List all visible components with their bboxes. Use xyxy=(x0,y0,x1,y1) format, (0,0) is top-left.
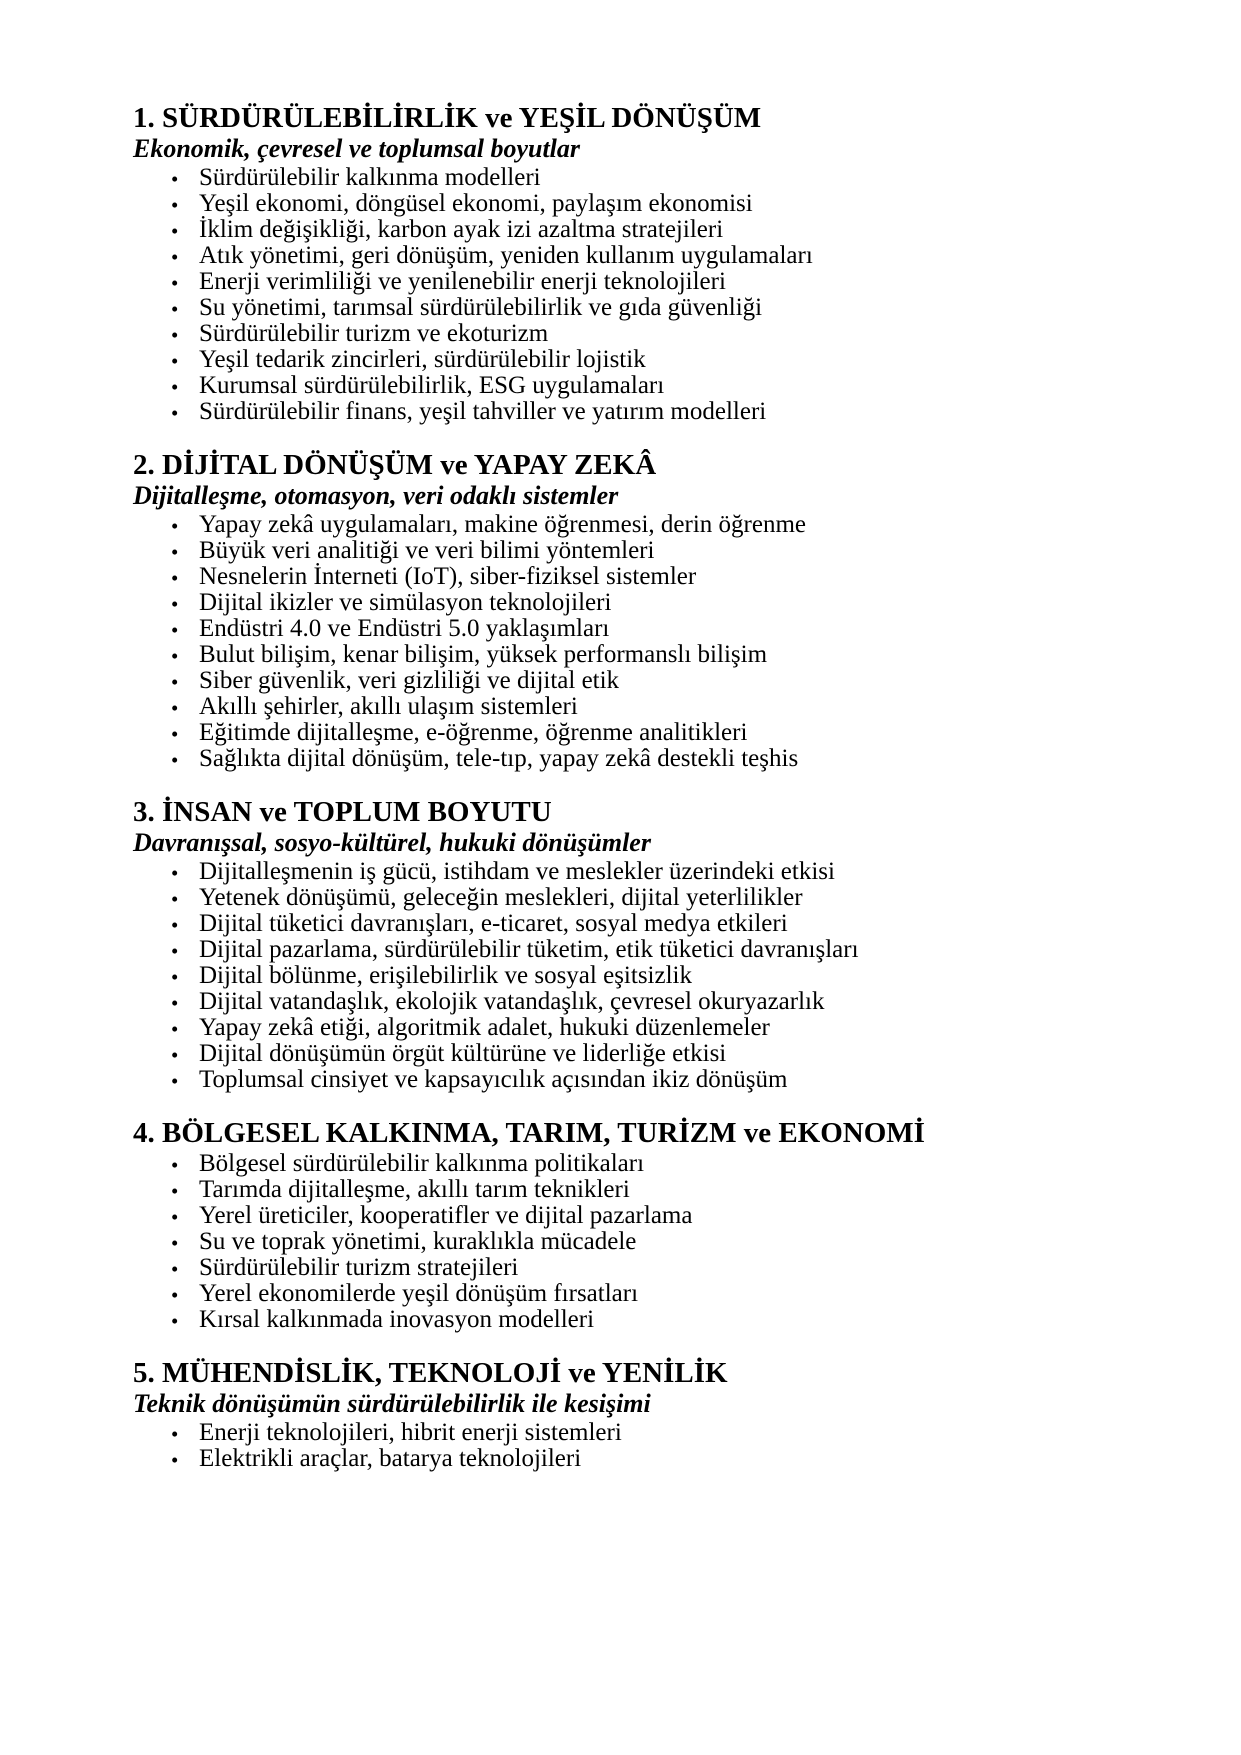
bullet-icon: • xyxy=(171,1448,179,1472)
topic-item-label: Enerji verimliliği ve yenilenebilir enerji teknolojileri xyxy=(199,268,726,295)
topic-item xyxy=(133,191,1141,217)
topic-item-label: Elektrikli araçlar, batarya teknolojileri xyxy=(199,1445,582,1472)
topic-item-label: Yerel üreticiler, kooperatifler ve dijital pazarlama xyxy=(199,1202,693,1229)
topic-item xyxy=(133,1067,1141,1093)
topic-item xyxy=(133,1203,1141,1229)
topic-item xyxy=(133,564,1141,590)
topic-item-label: Bulut bilişim, kenar bilişim, yüksek performanslı bilişim xyxy=(199,641,768,668)
section-subtitle: Dijitalleşme, otomasyon, veri odaklı sistemler xyxy=(133,481,619,510)
topic-item-label: Dijital ikizler ve simülasyon teknolojileri xyxy=(199,589,612,616)
topic-item-label: Sağlıkta dijital dönüşüm, tele-tıp, yapay zekâ destekli teşhis xyxy=(199,745,799,772)
bullet-icon: • xyxy=(171,1257,179,1281)
section-title: 1. SÜRDÜRÜLEBİLİRLİK ve YEŞİL DÖNÜŞÜM xyxy=(133,102,762,134)
bullet-icon: • xyxy=(171,644,179,668)
topic-item-label: Eğitimde dijitalleşme, e-öğrenme, öğrenme analitikleri xyxy=(199,719,748,746)
topic-section-2 xyxy=(133,450,1141,772)
topic-section-5 xyxy=(133,1358,1141,1472)
bullet-icon: • xyxy=(171,1422,179,1446)
bullet-icon: • xyxy=(171,245,179,269)
topic-item-label: Sürdürülebilir kalkınma modelleri xyxy=(199,164,541,191)
bullet-icon: • xyxy=(171,592,179,616)
topic-item-label: Dijitalleşmenin iş gücü, istihdam ve meslekler üzerindeki etkisi xyxy=(199,858,835,885)
topic-item-label: Dijital bölünme, erişilebilirlik ve sosyal eşitsizlik xyxy=(199,962,692,989)
bullet-icon: • xyxy=(171,991,179,1015)
topic-item xyxy=(133,1015,1141,1041)
topic-item xyxy=(133,1446,1141,1472)
topic-item-label: İklim değişikliği, karbon ayak izi azaltma stratejileri xyxy=(199,216,724,243)
topic-item xyxy=(133,720,1141,746)
topic-item xyxy=(133,1307,1141,1333)
topic-item-label: Dijital dönüşümün örgüt kültürüne ve liderliğe etkisi xyxy=(199,1040,727,1067)
bullet-icon: • xyxy=(171,514,179,538)
bullet-icon: • xyxy=(171,696,179,720)
topic-item-label: Dijital pazarlama, sürdürülebilir tüketim, etik tüketici davranışları xyxy=(199,936,859,963)
topic-item-label: Yapay zekâ uygulamaları, makine öğrenmesi, derin öğrenme xyxy=(199,511,806,538)
topic-item xyxy=(133,373,1141,399)
bullet-icon: • xyxy=(171,887,179,911)
topic-item-label: Bölgesel sürdürülebilir kalkınma politikaları xyxy=(199,1150,645,1177)
topic-item xyxy=(133,321,1141,347)
bullet-icon: • xyxy=(171,1309,179,1333)
topic-list xyxy=(133,859,1141,1093)
topic-item-label: Su ve toprak yönetimi, kuraklıkla mücadele xyxy=(199,1228,637,1255)
topic-item xyxy=(133,295,1141,321)
bullet-icon: • xyxy=(171,618,179,642)
topic-item-label: Kırsal kalkınmada inovasyon modelleri xyxy=(199,1306,595,1333)
section-title: 5. MÜHENDİSLİK, TEKNOLOJİ ve YENİLİK xyxy=(133,1357,728,1389)
topic-item-label: Kurumsal sürdürülebilirlik, ESG uygulamaları xyxy=(199,372,665,399)
bullet-icon: • xyxy=(171,861,179,885)
bullet-icon: • xyxy=(171,1069,179,1093)
bullet-icon: • xyxy=(171,349,179,373)
topic-item-label: Enerji teknolojileri, hibrit enerji sistemleri xyxy=(199,1419,622,1446)
bullet-icon: • xyxy=(171,271,179,295)
topic-item-label: Sürdürülebilir finans, yeşil tahviller ve yatırım modelleri xyxy=(199,398,767,425)
topic-item xyxy=(133,512,1141,538)
section-subtitle: Ekonomik, çevresel ve toplumsal boyutlar xyxy=(133,134,581,163)
topic-item xyxy=(133,694,1141,720)
topic-list xyxy=(133,1420,1141,1472)
topic-item-label: Tarımda dijitalleşme, akıllı tarım teknikleri xyxy=(199,1176,630,1203)
topic-item xyxy=(133,937,1141,963)
topic-section-3 xyxy=(133,797,1141,1093)
topic-item-label: Yetenek dönüşümü, geleceğin meslekleri, dijital yeterlilikler xyxy=(199,884,803,911)
bullet-icon: • xyxy=(171,375,179,399)
topic-item-label: Atık yönetimi, geri dönüşüm, yeniden kullanım uygulamaları xyxy=(199,242,813,269)
topic-item xyxy=(133,963,1141,989)
topic-section-4 xyxy=(133,1118,1141,1333)
topic-item xyxy=(133,269,1141,295)
topic-item xyxy=(133,1420,1141,1446)
topic-item xyxy=(133,616,1141,642)
topic-list xyxy=(133,512,1141,772)
topic-item-label: Siber güvenlik, veri gizliliği ve dijital etik xyxy=(199,667,620,694)
bullet-icon: • xyxy=(171,1017,179,1041)
topic-list xyxy=(133,165,1141,425)
topic-item xyxy=(133,347,1141,373)
topic-item-label: Nesnelerin İnterneti (IoT), siber-fiziksel sistemler xyxy=(199,563,697,590)
bullet-icon: • xyxy=(171,1205,179,1229)
bullet-icon: • xyxy=(171,939,179,963)
topic-item-label: Sürdürülebilir turizm stratejileri xyxy=(199,1254,519,1281)
bullet-icon: • xyxy=(171,1153,179,1177)
topic-item-label: Dijital tüketici davranışları, e-ticaret, sosyal medya etkileri xyxy=(199,910,788,937)
topic-section-1 xyxy=(133,103,1141,425)
bullet-icon: • xyxy=(171,219,179,243)
topic-item xyxy=(133,243,1141,269)
bullet-icon: • xyxy=(171,1043,179,1067)
topic-item-label: Yerel ekonomilerde yeşil dönüşüm fırsatları xyxy=(199,1280,639,1307)
bullet-icon: • xyxy=(171,323,179,347)
section-title: 4. BÖLGESEL KALKINMA, TARIM, TURİZM ve EKONOMİ xyxy=(133,1117,925,1149)
topic-item xyxy=(133,217,1141,243)
section-subtitle: Teknik dönüşümün sürdürülebilirlik ile kesişimi xyxy=(133,1389,651,1418)
topic-item xyxy=(133,1177,1141,1203)
topic-item xyxy=(133,989,1141,1015)
bullet-icon: • xyxy=(171,965,179,989)
topic-item-label: Yeşil tedarik zincirleri, sürdürülebilir lojistik xyxy=(199,346,646,373)
topic-item xyxy=(133,746,1141,772)
topic-item-label: Sürdürülebilir turizm ve ekoturizm xyxy=(199,320,549,347)
topic-item xyxy=(133,1041,1141,1067)
topic-item xyxy=(133,1229,1141,1255)
topic-item-label: Büyük veri analitiği ve veri bilimi yöntemleri xyxy=(199,537,655,564)
topic-item xyxy=(133,1151,1141,1177)
topic-item-label: Su yönetimi, tarımsal sürdürülebilirlik ve gıda güvenliği xyxy=(199,294,763,321)
topic-item-label: Endüstri 4.0 ve Endüstri 5.0 yaklaşımları xyxy=(199,615,610,642)
topic-item xyxy=(133,1281,1141,1307)
topic-list xyxy=(133,1151,1141,1333)
topic-item xyxy=(133,165,1141,191)
section-title: 3. İNSAN ve TOPLUM BOYUTU xyxy=(133,796,552,828)
bullet-icon: • xyxy=(171,670,179,694)
bullet-icon: • xyxy=(171,167,179,191)
topic-item xyxy=(133,590,1141,616)
topic-item xyxy=(133,885,1141,911)
bullet-icon: • xyxy=(171,566,179,590)
bullet-icon: • xyxy=(171,401,179,425)
bullet-icon: • xyxy=(171,1231,179,1255)
bullet-icon: • xyxy=(171,748,179,772)
bullet-icon: • xyxy=(171,1179,179,1203)
topic-item xyxy=(133,668,1141,694)
bullet-icon: • xyxy=(171,540,179,564)
topic-item-label: Toplumsal cinsiyet ve kapsayıcılık açısından ikiz dönüşüm xyxy=(199,1066,788,1093)
topic-item-label: Akıllı şehirler, akıllı ulaşım sistemleri xyxy=(199,693,578,720)
section-subtitle: Davranışsal, sosyo-kültürel, hukuki dönüşümler xyxy=(133,828,651,857)
topic-item-label: Dijital vatandaşlık, ekolojik vatandaşlık, çevresel okuryazarlık xyxy=(199,988,825,1015)
topic-item xyxy=(133,399,1141,425)
bullet-icon: • xyxy=(171,1283,179,1307)
topic-item xyxy=(133,911,1141,937)
topic-item xyxy=(133,1255,1141,1281)
section-title: 2. DİJİTAL DÖNÜŞÜM ve YAPAY ZEKÂ xyxy=(133,449,657,481)
bullet-icon: • xyxy=(171,722,179,746)
bullet-icon: • xyxy=(171,193,179,217)
bullet-icon: • xyxy=(171,913,179,937)
bullet-icon: • xyxy=(171,297,179,321)
topic-item xyxy=(133,642,1141,668)
topic-item-label: Yeşil ekonomi, döngüsel ekonomi, paylaşım ekonomisi xyxy=(199,190,753,217)
topic-item xyxy=(133,859,1141,885)
topic-item-label: Yapay zekâ etiği, algoritmik adalet, hukuki düzenlemeler xyxy=(199,1014,770,1041)
topic-item xyxy=(133,538,1141,564)
